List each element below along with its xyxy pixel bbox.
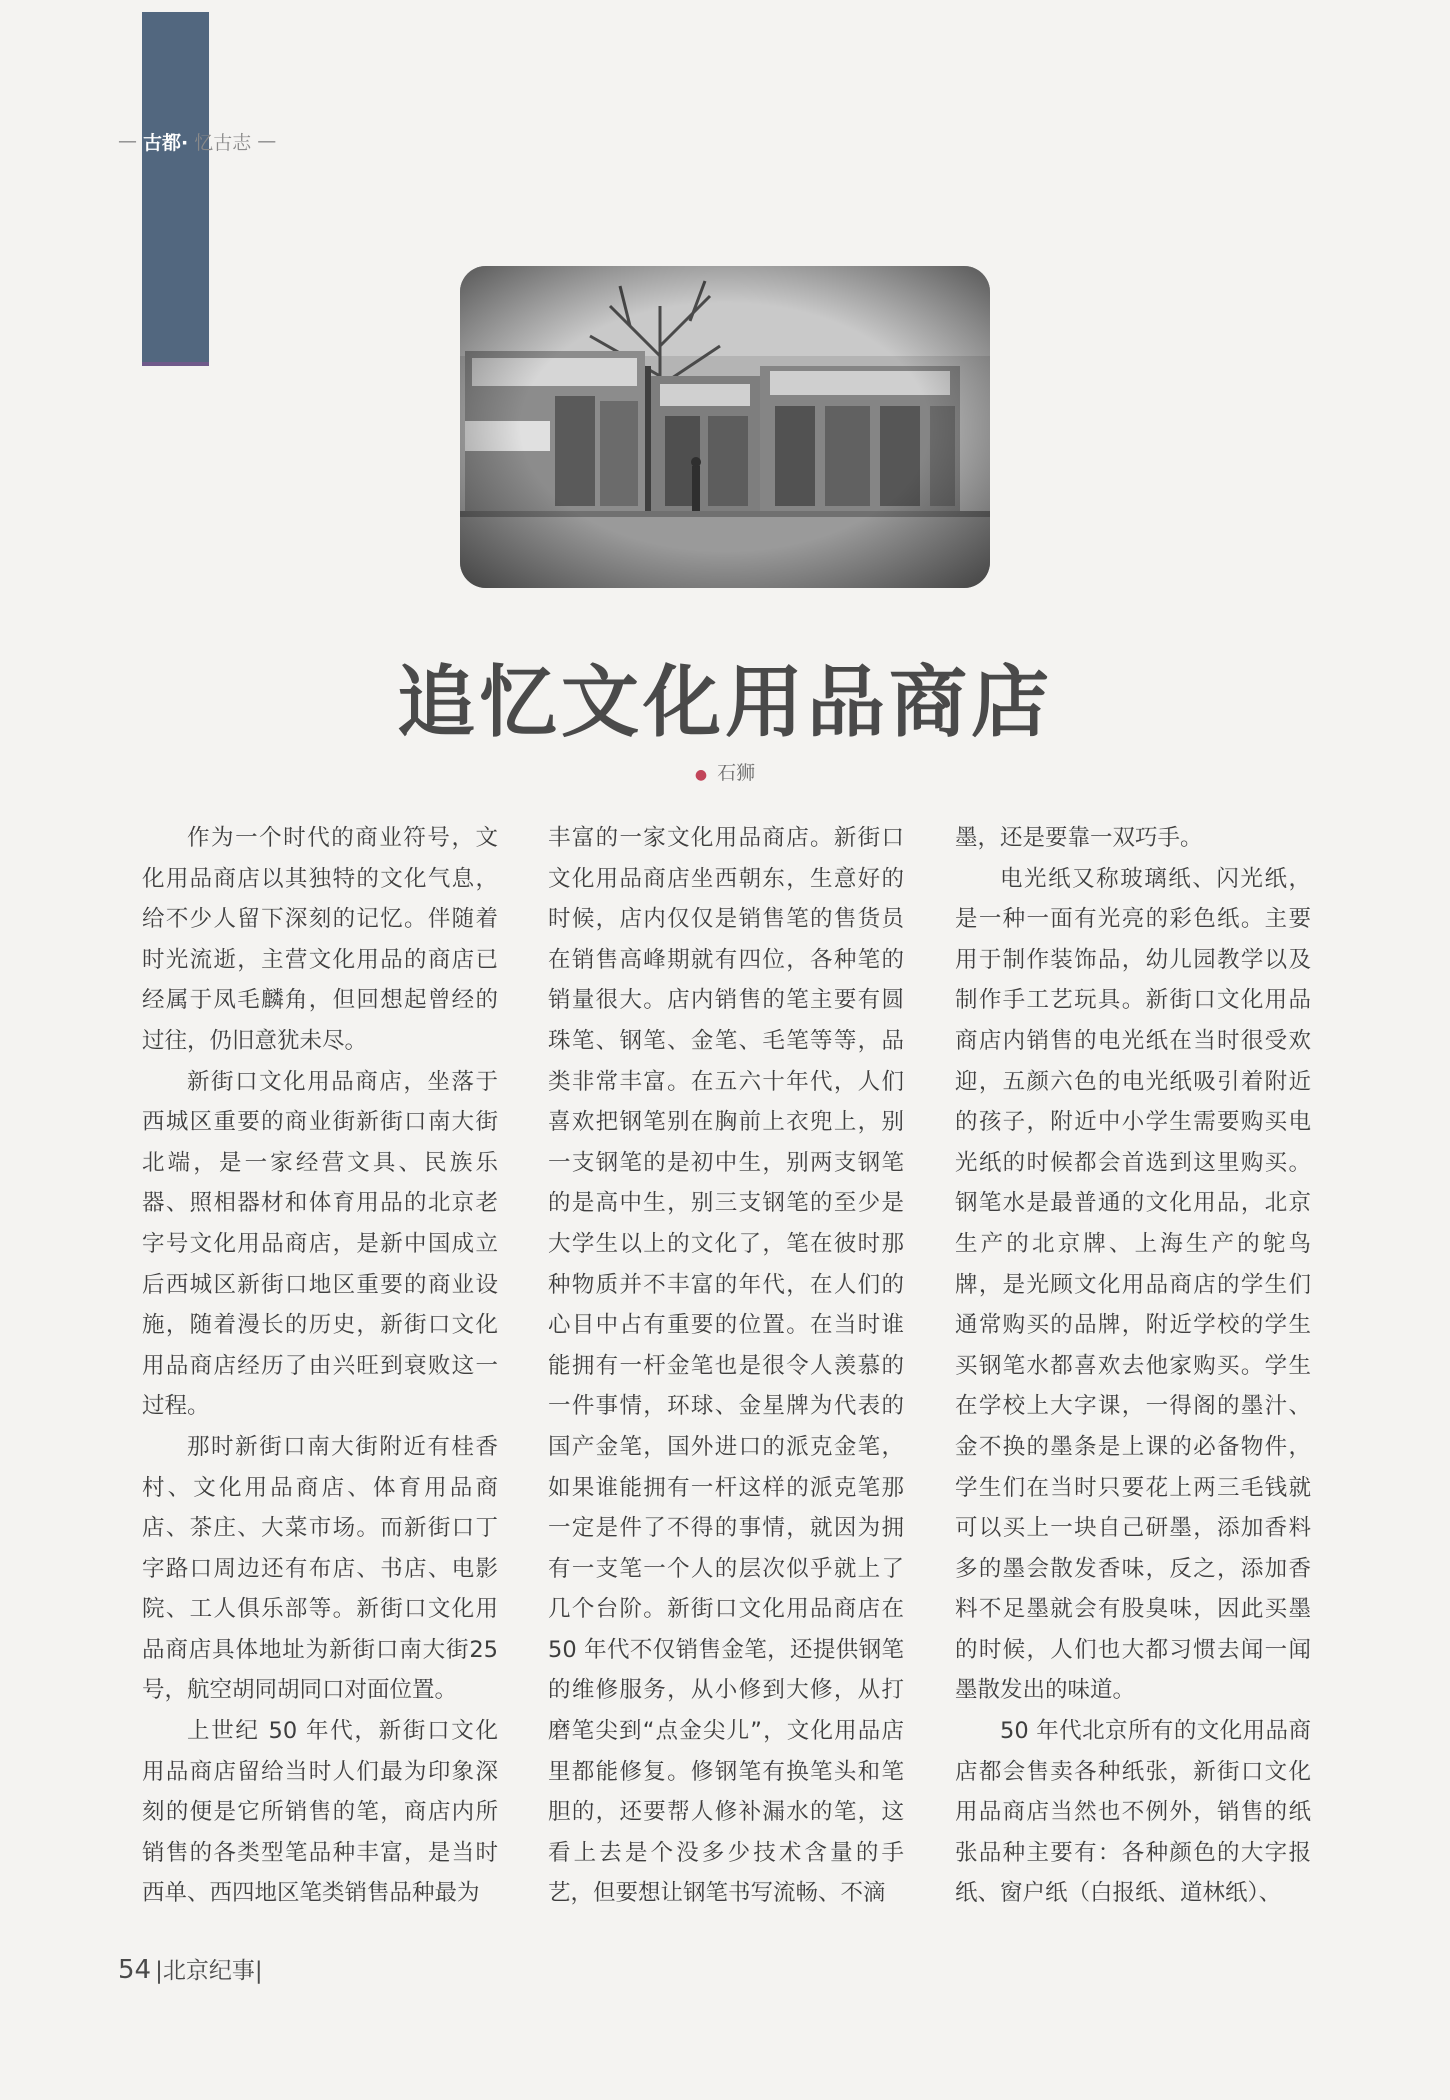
text-column-1 — [142, 818, 498, 1914]
storefront-illustration — [460, 266, 990, 588]
byline-dot-icon: ● — [694, 767, 708, 783]
paragraph: 那时新街口南大街附近有桂香村、文化用品商店、体育用品商店、茶庄、大菜市场。而新街口丁字路口周边还有布店、书店、电影院、工人俱乐部等。新街口文化用品商店具体地址为新街口南大街25号，航空胡同胡同口对面位置。 — [142, 1433, 498, 1704]
text-column-2 — [548, 818, 904, 1914]
page-footer — [118, 1952, 263, 1985]
page-number: 54 — [118, 1955, 152, 1985]
article-title: 追忆文化用品商店 — [396, 657, 1053, 748]
paragraph: 50 年代北京所有的文化用品商店都会售卖各种纸张，新街口文化用品商店当然也不例外，销售的纸张品种主要有：各种颜色的大字报纸、窗户纸（白报纸、道林纸）、 — [955, 1718, 1311, 1907]
paragraph: 电光纸又称玻璃纸、闪光纸，是一种一面有光亮的彩色纸。主要用于制作装饰品，幼儿园教学以及制作手工艺玩具。新街口文化用品商店内销售的电光纸在当时很受欢迎，五颜六色的电光纸吸引着附近的孩子，附近中小学生需要购买电光纸的时候都会首选到这里购买。钢笔水是最普通的文化用品，北京生产的北京牌、上海生产的鸵鸟牌，是光顾文化用品商店的学生们通常购买的品牌，附近学校的学生买钢笔水都喜欢去他家购买。学生在学校上大字课，一得阁的墨汁、金不换的墨条是上课的必备物件，学生们在当时只要花上两三毛钱就可以买上一块自己研墨，添加香料多的墨会散发香味，反之，添加香料不足墨就会有股臭味，因此买墨的时候，人们也大都习惯去闻一闻墨散发出的味道。 — [955, 865, 1311, 1704]
paragraph: 墨，还是要靠一双巧手。 — [955, 825, 1203, 851]
paragraph: 新街口文化用品商店，坐落于西城区重要的商业街新街口南大街北端，是一家经营文具、民族乐器、照相器材和体育用品的北京老字号文化用品商店，是新中国成立后西城区新街口地区重要的商业设施，随着漫长的历史，新街口文化用品商店经历了由兴旺到衰败这一过程。 — [142, 1068, 498, 1420]
article-byline — [0, 758, 1450, 785]
tag-sub-label: 忆古志 — [194, 131, 252, 154]
tag-main-label: 古都· — [143, 131, 189, 154]
paragraph: 丰富的一家文化用品商店。新街口文化用品商店坐西朝东，生意好的时候，店内仅仅是销售笔的售货员在销售高峰期就有四位，各种笔的销量很大。店内销售的笔主要有圆珠笔、钢笔、金笔、毛笔等等，品类非常丰富。在五六十年代，人们喜欢把钢笔别在胸前上衣兜上，别一支钢笔的是初中生，别两支钢笔的是高中生，别三支钢笔的至少是大学生以上的文化了，笔在彼时那种物质并不丰富的年代，在人们的心目中占有重要的位置。在当时谁能拥有一杆金笔也是很令人羡慕的一件事情，环球、金星牌为代表的国产金笔，国外进口的派克金笔，如果谁能拥有一杆这样的派克笔那一定是件了不得的事情，就因为拥有一支笔一个人的层次似乎就上了几个台阶。新街口文化用品商店在 50 年代不仅销售金笔，还提供钢笔的维修服务，从小修到大修，从打磨笔尖到“点金尖儿”，文化用品店里都能修复。修钢笔有换笔头和笔胆的，还要帮人修补漏水的笔，这看上去是个没多少技术含量的手艺，但要想让钢笔书写流畅、不滴 — [548, 825, 904, 1907]
tag-dash-left: — — [118, 130, 137, 152]
section-color-bar — [142, 12, 209, 366]
text-column-3 — [955, 818, 1311, 1914]
section-tag — [118, 126, 276, 156]
paragraph: 作为一个时代的商业符号，文化用品商店以其独特的文化气息，给不少人留下深刻的记忆。伴随着时光流逝，主营文化用品的商店已经属于凤毛麟角，但回想起曾经的过往，仍旧意犹未尽。 — [142, 825, 498, 1054]
tag-dash-right: — — [257, 130, 277, 152]
historic-storefront-photo — [460, 266, 990, 588]
author-name: 石狮 — [717, 762, 756, 784]
magazine-name: |北京纪事| — [155, 1958, 263, 1984]
paragraph: 上世纪 50 年代，新街口文化用品商店留给当时人们最为印象深刻的便是它所销售的笔，商店内所销售的各类型笔品种丰富，是当时西单、西四地区笔类销售品种最为 — [142, 1718, 498, 1907]
